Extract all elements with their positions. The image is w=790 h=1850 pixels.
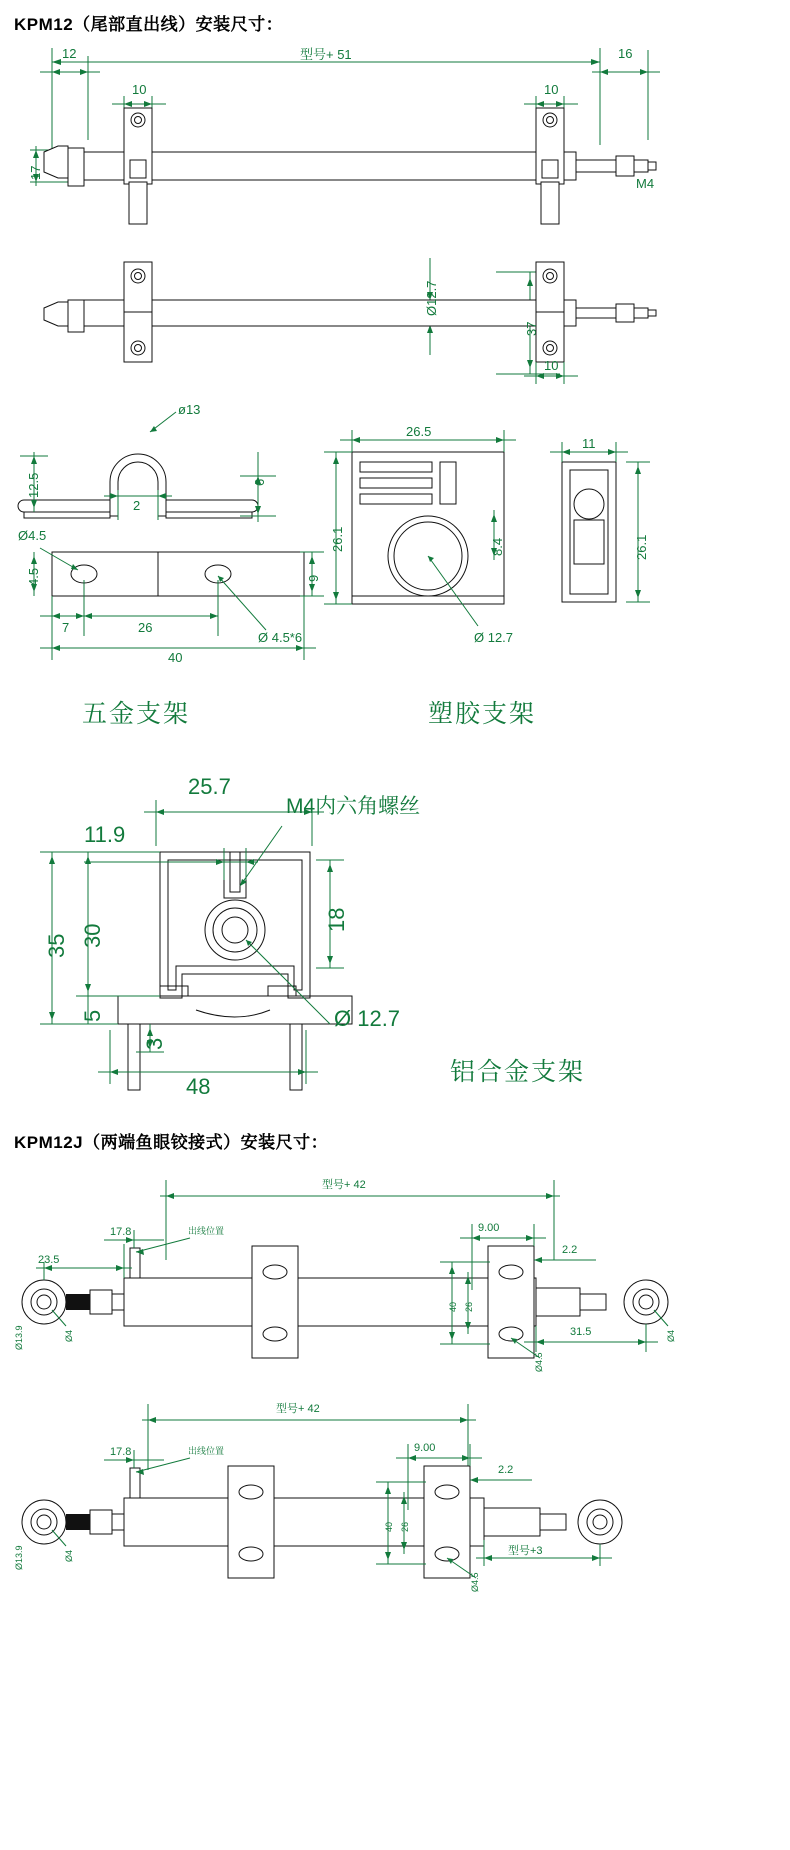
- dim-total-width: 40: [168, 650, 183, 665]
- dim-j1-inner-b: 26: [464, 1301, 474, 1312]
- dim-thread-m4: M4: [636, 176, 655, 191]
- dim-j1-eye-bore-left: Ø4: [64, 1329, 74, 1342]
- dim-alu-bore: Ø 12.7: [334, 1006, 401, 1031]
- dim-alu-base-width: 48: [186, 1074, 211, 1099]
- dim-hole-left: 10: [132, 82, 147, 97]
- dim-body-17: 17: [28, 165, 43, 180]
- dim-hole-dia: Ø4.5: [18, 528, 47, 543]
- dim-alu-top-width: 25.7: [188, 774, 231, 799]
- dim-j1-hole-dia: Ø4.5: [534, 1352, 544, 1372]
- label-hardware-bracket: 五金支架: [82, 700, 191, 728]
- dim-j1-eye-bore-right: Ø4: [666, 1329, 676, 1342]
- dim-body-dia: Ø12.7: [424, 280, 439, 316]
- dim-foot-height: 6: [252, 478, 267, 486]
- dim-j2-right-edge: 2.2: [498, 1464, 514, 1476]
- page-title-top: KPM12（尾部直出线）安装尺寸：: [14, 15, 284, 34]
- dim-overall-top: 型号+ 51: [300, 47, 352, 62]
- dim-j2-overall: 型号+ 42: [276, 1403, 320, 1415]
- dim-j1-right-hole: 9.00: [478, 1222, 500, 1234]
- dim-edge-4_5: 4.5: [26, 567, 41, 586]
- label-aluminum-bracket: 铝合金支架: [450, 1058, 586, 1086]
- dim-clip-height: 12.5: [26, 472, 41, 498]
- dim-j2-eye-bore-left: Ø4: [64, 1549, 74, 1562]
- dim-plastic-height: 26.1: [330, 526, 345, 552]
- dim-alu-leg-height: 3: [142, 1037, 167, 1050]
- dim-j1-wire-offset: 17.8: [110, 1226, 132, 1238]
- dim-j1-left: 23.5: [38, 1254, 60, 1266]
- note-j1-wire: 出线位置: [188, 1226, 225, 1236]
- dim-plastic-bore: Ø 12.7: [474, 630, 514, 645]
- dim-alu-foot-height: 5: [80, 1009, 105, 1022]
- dim-j2-eye-dia-left: Ø13.9: [14, 1545, 24, 1570]
- dim-j2-hole-dia: Ø4.5: [470, 1572, 480, 1592]
- label-plastic-bracket: 塑胶支架: [428, 700, 537, 728]
- dim-clip-dia: ø13: [178, 402, 201, 417]
- page-title-bottom: KPM12J（两端鱼眼铰接式）安装尺寸：: [14, 1133, 329, 1152]
- dim-plastic-side-width: 11: [582, 436, 596, 451]
- dim-alu-body-height: 30: [80, 923, 105, 948]
- dim-hole-bottom: 10: [544, 358, 559, 373]
- dim-j1-eye-dia-left: Ø13.9: [14, 1325, 24, 1350]
- dim-plastic-side-height: 26.1: [634, 534, 649, 560]
- dim-plastic-inner: 8.4: [490, 537, 505, 556]
- dim-hole-spacing: 26: [138, 620, 153, 635]
- dim-j1-bottom: 31.5: [570, 1326, 592, 1338]
- dim-hole-callout: Ø 4.5*6: [258, 630, 303, 645]
- dim-first-hole: 7: [62, 620, 70, 635]
- note-m4-screw: M4内六角螺丝: [286, 795, 421, 818]
- dim-j2-right-hole: 9.00: [414, 1442, 436, 1454]
- dim-j1-overall: 型号+ 42: [322, 1179, 366, 1191]
- dim-hole-right: 10: [544, 82, 559, 97]
- note-j2-wire: 出线位置: [188, 1446, 225, 1456]
- dim-alu-mid-height: 18: [324, 907, 349, 932]
- dim-j2-stroke: 型号+3: [508, 1545, 543, 1557]
- dim-alu-total-height: 35: [44, 933, 69, 958]
- dim-j1-right-edge: 2.2: [562, 1244, 578, 1256]
- dim-gap: 2: [133, 498, 141, 513]
- dim-alu-slot-width: 11.9: [84, 822, 126, 847]
- dim-j1-inner-a: 40: [448, 1301, 458, 1312]
- dim-j2-wire-offset: 17.8: [110, 1446, 132, 1458]
- dim-tail-len: 16: [618, 46, 633, 61]
- dim-plate-width: 9: [306, 574, 321, 582]
- dim-j2-inner-b: 26: [400, 1521, 410, 1532]
- dim-height-37: 37: [524, 321, 539, 336]
- dim-j2-inner-a: 40: [384, 1521, 394, 1532]
- dim-left-edge: 12: [62, 46, 77, 61]
- dim-plastic-width: 26.5: [406, 424, 432, 439]
